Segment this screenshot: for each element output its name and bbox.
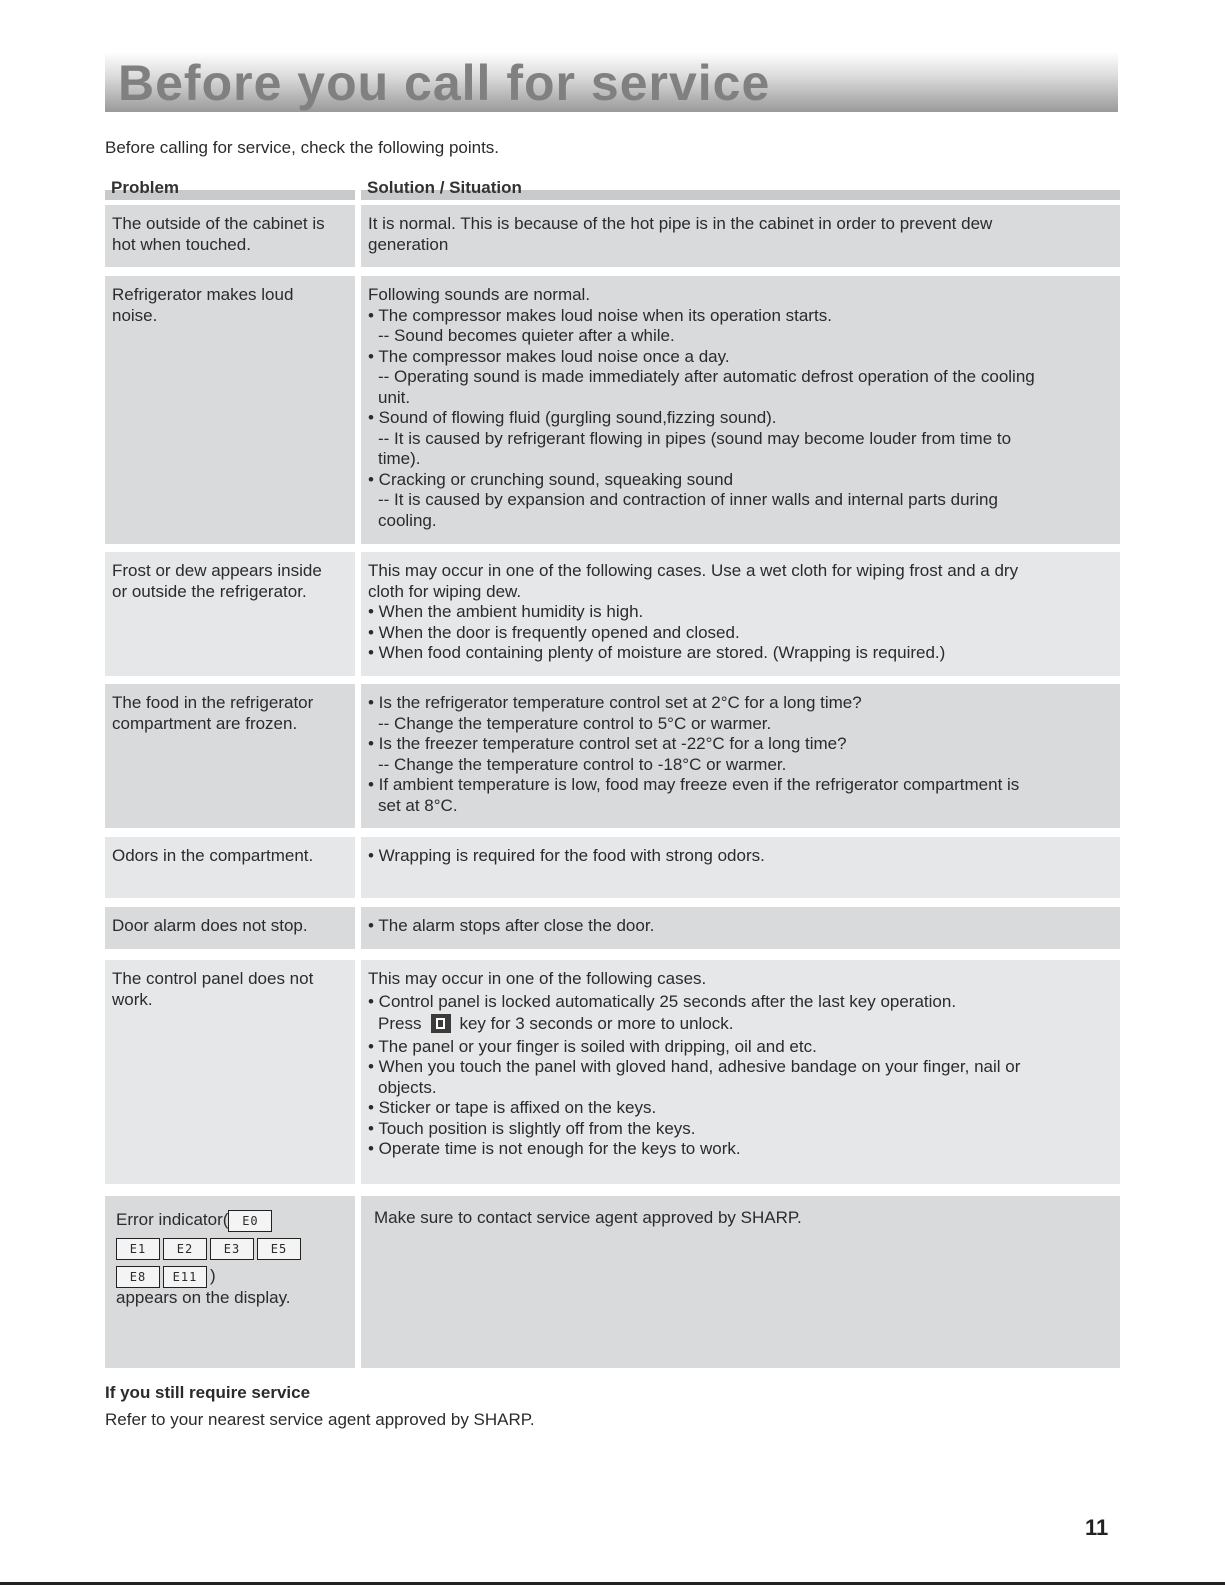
solution-line: set at 8°C. [378, 795, 458, 815]
unlock-instruction [368, 1012, 1112, 1037]
problem-line: Door alarm does not stop. [112, 916, 308, 935]
solution-line: • The compressor makes loud noise once a day. [368, 346, 730, 366]
error-code-box: E8 [116, 1266, 160, 1288]
problem-line: The outside of the cabinet is [112, 214, 325, 233]
solution-line: • Cracking or crunching sound, squeaking sound [368, 469, 734, 489]
press-label: Press [378, 1014, 422, 1033]
solution-line: It is normal. This is because of the hot pipe is in the cabinet in order to prevent dew [368, 214, 993, 233]
problem-line: hot when touched. [112, 234, 251, 254]
solution-line: -- Change the temperature control to -18°C or warmer. [378, 754, 787, 774]
header-solution [361, 178, 1120, 200]
problem-cell [105, 960, 355, 1184]
solution-line: • Touch position is slightly off from the keys. [368, 1118, 696, 1138]
footer-text: Refer to your nearest service agent approved by SHARP. [105, 1410, 535, 1429]
solution-line: cooling. [378, 510, 437, 530]
header-problem-label: Problem [111, 178, 180, 197]
solution-line: unit. [378, 387, 411, 407]
unlock-label: key for 3 seconds or more to unlock. [459, 1014, 734, 1033]
error-code-box: E5 [257, 1238, 301, 1260]
problem-cell [105, 1196, 355, 1368]
error-indicator-line [116, 1208, 347, 1232]
error-code-box: E1 [116, 1238, 160, 1260]
solution-line: • When the door is frequently opened and closed. [368, 622, 740, 642]
solution-line: -- Operating sound is made immediately after automatic defrost operation of the cooling [378, 367, 1035, 386]
solution-line: -- It is caused by expansion and contraction of inner walls and internal parts during [378, 490, 998, 509]
problem-line: compartment are frozen. [112, 713, 298, 733]
solution-line: • Wrapping is required for the food with strong odors. [368, 846, 765, 865]
solution-line: -- Sound becomes quieter after a while. [378, 326, 675, 345]
problem-line: noise. [112, 305, 158, 325]
solution-line: • Operate time is not enough for the keys to work. [368, 1139, 741, 1158]
header-solution-label: Solution / Situation [367, 178, 522, 197]
problem-cell [105, 684, 355, 828]
problem-line: or outside the refrigerator. [112, 581, 307, 601]
solution-cell [361, 552, 1120, 676]
problem-cell [105, 205, 355, 267]
solution-line: generation [368, 234, 449, 254]
problem-line: Odors in the compartment. [112, 846, 314, 865]
solution-line: cloth for wiping dew. [368, 581, 522, 601]
solution-cell [361, 205, 1120, 267]
error-code-box: E3 [210, 1238, 254, 1260]
solution-cell [361, 684, 1120, 828]
solution-line: This may occur in one of the following cases. Use a wet cloth for wiping frost and a dry [368, 561, 1019, 580]
solution-line: objects. [378, 1077, 437, 1097]
solution-line: time). [378, 449, 421, 468]
solution-cell [361, 1196, 1120, 1368]
solution-cell [361, 907, 1120, 949]
solution-line: • The alarm stops after close the door. [368, 916, 655, 935]
problem-line: work. [112, 989, 153, 1009]
intro-text: Before calling for service, check the following points. [105, 138, 500, 157]
solution-line: • Is the freezer temperature control set at -22°C for a long time? [368, 734, 847, 753]
lock-key-icon [431, 1014, 451, 1033]
solution-line: Make sure to contact service agent approved by SHARP. [374, 1208, 802, 1227]
problem-cell [105, 837, 355, 898]
solution-cell [361, 276, 1120, 544]
problem-line: The control panel does not [112, 969, 314, 988]
header-problem [105, 178, 355, 200]
problem-cell [105, 276, 355, 544]
solution-line: • When food containing plenty of moisture are stored. (Wrapping is required.) [368, 643, 946, 662]
solution-line: • When the ambient humidity is high. [368, 602, 644, 621]
problem-line: The food in the refrigerator [112, 693, 314, 712]
error-codes-row [116, 1264, 347, 1288]
page-title: Before you call for service [118, 55, 771, 111]
solution-cell [361, 960, 1120, 1184]
solution-line: • Sound of flowing fluid (gurgling sound,fizzing sound). [368, 408, 777, 427]
error-code-box: E2 [163, 1238, 207, 1260]
error-close-paren: ) [210, 1266, 216, 1285]
problem-line: appears on the display. [116, 1288, 291, 1307]
solution-line: Following sounds are normal. [368, 285, 591, 304]
error-code-box: E11 [163, 1266, 207, 1288]
problem-line: Frost or dew appears inside [112, 561, 322, 580]
solution-line: • If ambient temperature is low, food may freeze even if the refrigerator compartment is [368, 775, 1020, 794]
solution-line: • The compressor makes loud noise when its operation starts. [368, 305, 832, 325]
error-codes-row [116, 1236, 347, 1260]
solution-line: • Is the refrigerator temperature control set at 2°C for a long time? [368, 693, 862, 712]
solution-cell [361, 837, 1120, 898]
solution-line: • The panel or your finger is soiled with dripping, oil and etc. [368, 1036, 817, 1056]
solution-line: • Control panel is locked automatically 25 seconds after the last key operation. [368, 991, 957, 1011]
footer-title: If you still require service [105, 1383, 311, 1402]
error-code-box: E0 [228, 1210, 272, 1232]
title-banner [105, 52, 1118, 112]
problem-line: Refrigerator makes loud [112, 285, 294, 304]
solution-line: • Sticker or tape is affixed on the keys. [368, 1098, 657, 1117]
solution-line: -- It is caused by refrigerant flowing in pipes (sound may become louder from time to [378, 428, 1012, 448]
solution-line: -- Change the temperature control to 5°C or warmer. [378, 713, 772, 733]
solution-line: • When you touch the panel with gloved hand, adhesive bandage on your finger, nail or [368, 1057, 1021, 1076]
error-indicator-label: Error indicator( [116, 1210, 229, 1229]
solution-line: This may occur in one of the following cases. [368, 969, 707, 988]
problem-cell [105, 907, 355, 949]
page-number: 11 [1085, 1515, 1109, 1540]
problem-cell [105, 552, 355, 676]
